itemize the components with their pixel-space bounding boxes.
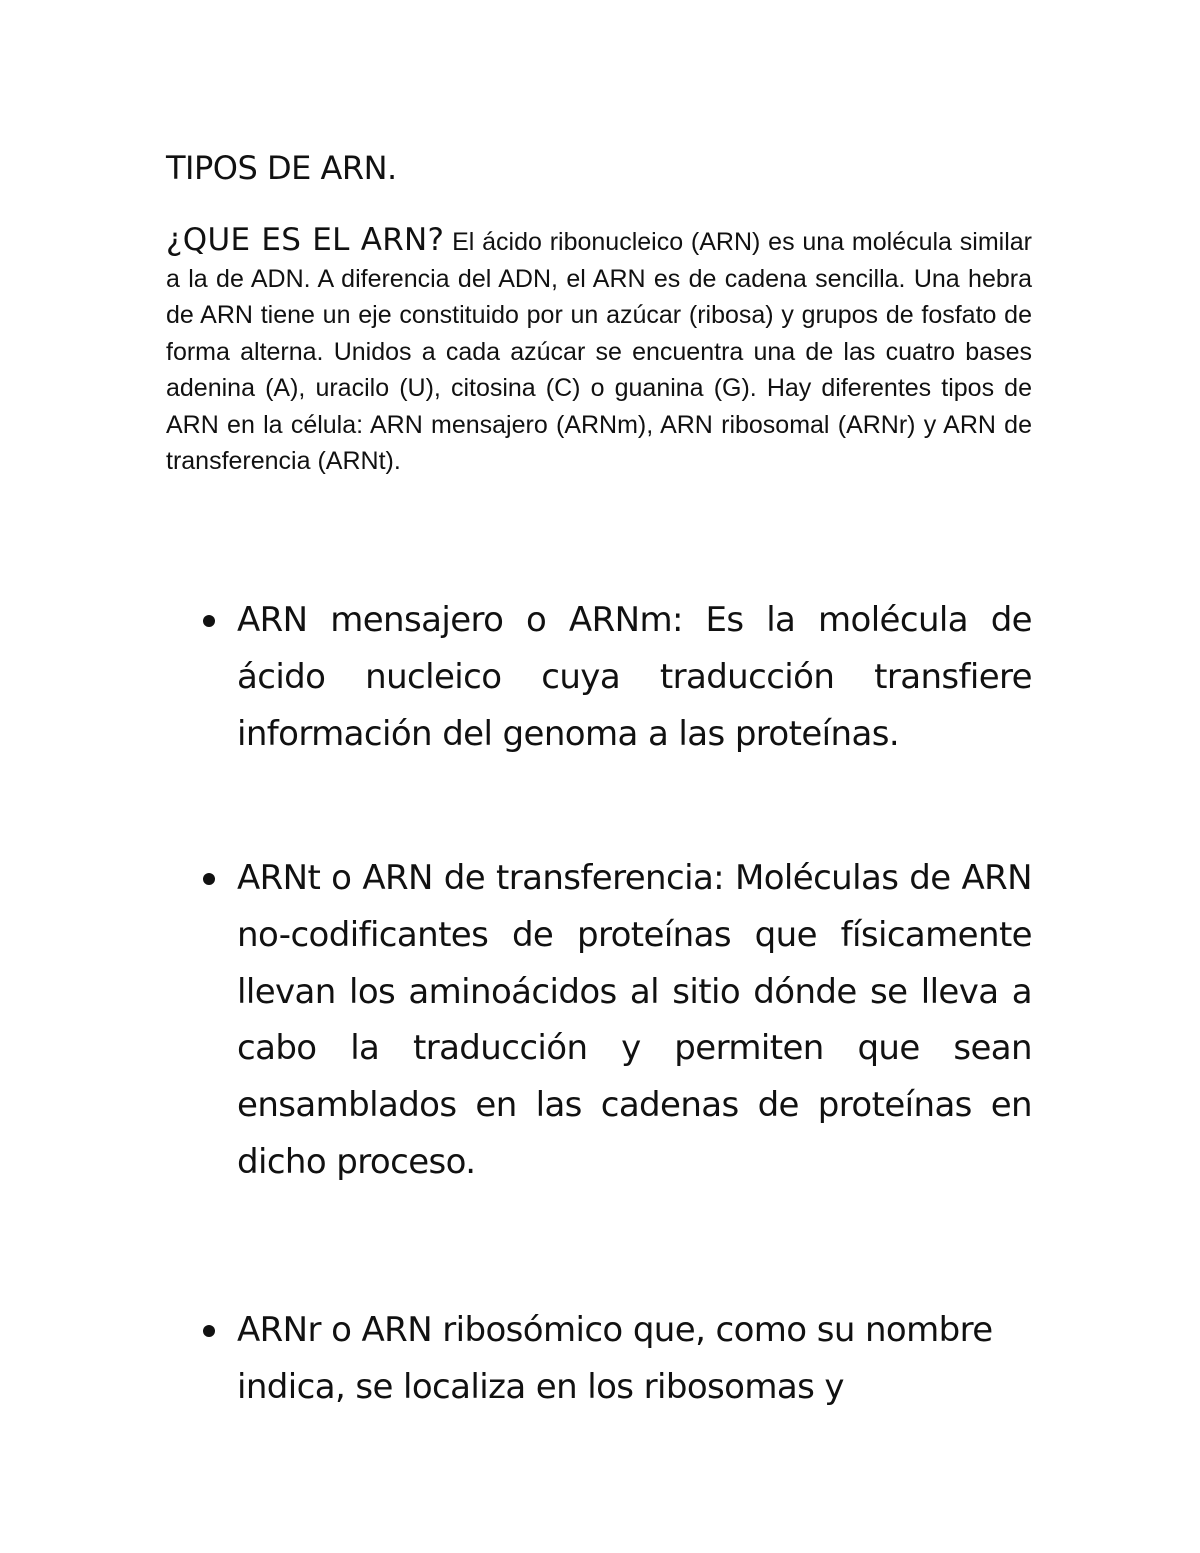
bullet-icon (203, 1325, 215, 1337)
list-item-text: ARN mensajero o ARNm: Es la molécula de ácido nucleico cuya traducción transfiere información del genoma a las proteínas. (237, 600, 1032, 754)
list-item-text: ARNr o ARN ribosómico que, como su nombre indica, se localiza en los ribosomas y (237, 1310, 993, 1407)
bullet-icon (203, 873, 215, 885)
bullet-icon (203, 615, 215, 627)
document-title: TIPOS DE ARN. (166, 149, 397, 187)
list-item-text: ARNt o ARN de transferencia: Moléculas de ARN no-codificantes de proteínas que físicamente llevan los aminoácidos al sitio dónde se lleva a cabo la traducción y permiten que sean ensamblados en las cadenas de proteínas en dicho proceso. (237, 858, 1032, 1182)
intro-paragraph (166, 222, 1032, 480)
intro-body: El ácido ribonucleico (ARN) es una molécula similar a la de ADN. A diferencia del ADN, el ARN es de cadena sencilla. Una hebra de ARN tiene un eje constituido por un azúcar (ribosa) y grupos de fosfato de forma alterna. Unidos a cada azúcar se encuentra una de las cuatro bases adenina (A), uracilo (U), citosina (C) o guanina (G). Hay diferentes tipos de ARN en la célula: ARN mensajero (ARNm), ARN ribosomal (ARNr) y ARN de transferencia (ARNt). (166, 228, 1032, 475)
intro-question: ¿QUE ES EL ARN? (166, 222, 445, 258)
